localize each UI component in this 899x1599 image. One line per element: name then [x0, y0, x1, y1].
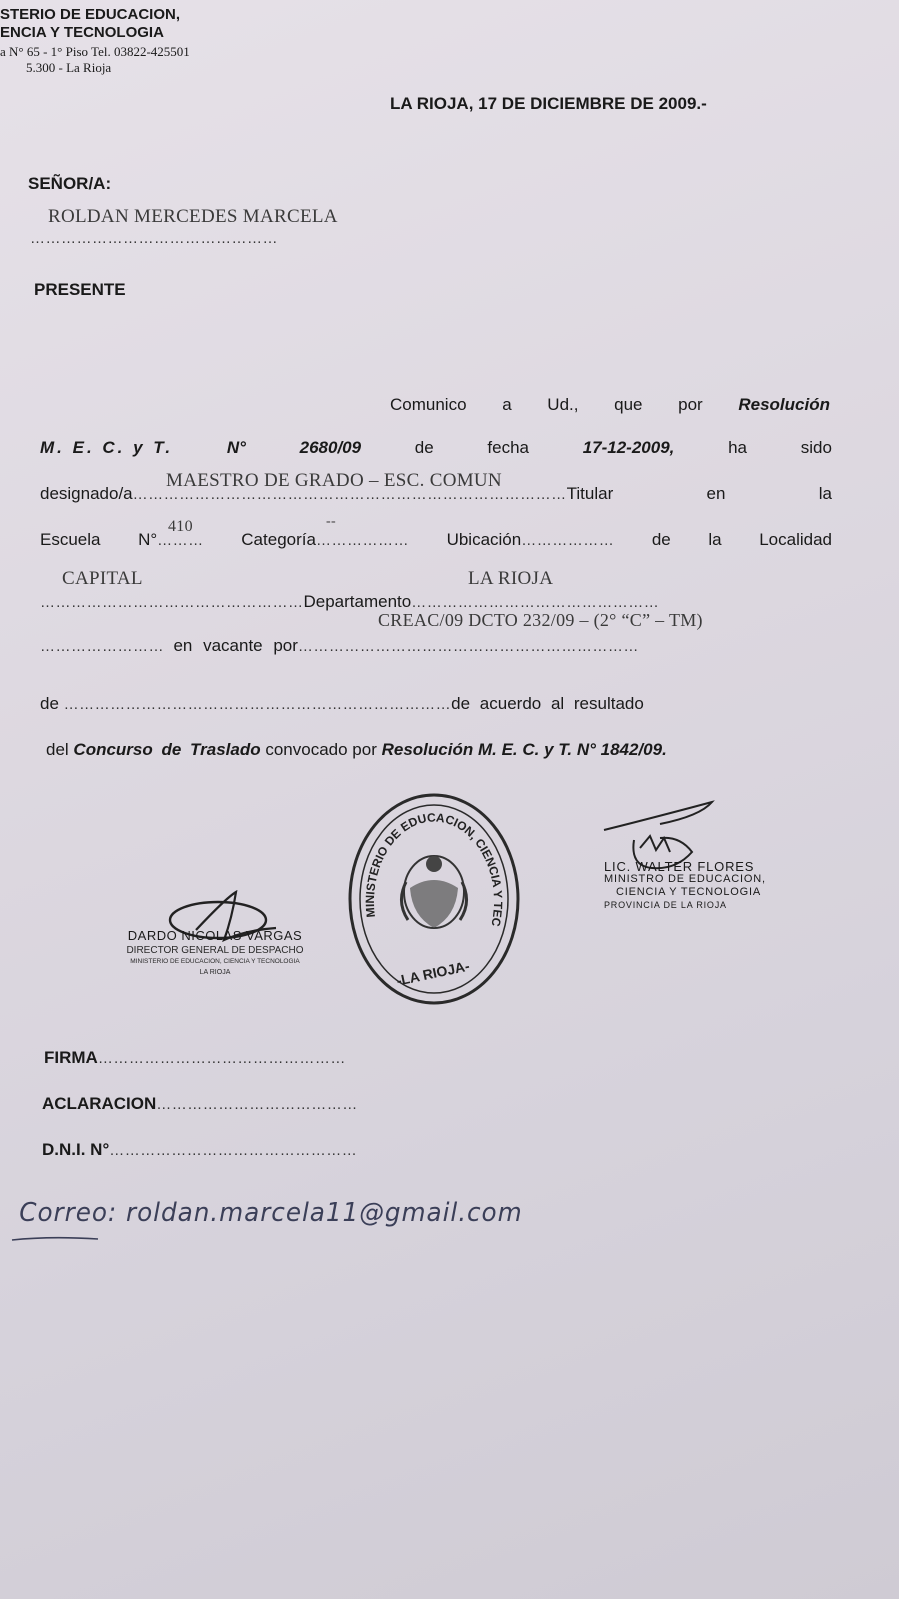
field-aclaracion-label: ACLARACION: [42, 1094, 157, 1113]
word-ha: ha: [728, 438, 748, 457]
right-signer-title3: PROVINCIA DE LA RIOJA: [604, 900, 727, 910]
letterhead-city: 5.300 - La Rioja: [26, 60, 112, 75]
letterhead-line1: STERIO DE EDUCACION,: [0, 6, 181, 23]
recipient-label: SEÑOR/A:: [28, 174, 112, 193]
mect: M. E. C. y T.: [40, 438, 174, 457]
field-dni-label: D.N.I. N°: [42, 1140, 110, 1159]
field-dni: D.N.I. N°…………………………………………: [42, 1140, 358, 1159]
word-a: a: [502, 395, 512, 414]
left-signer-title: DIRECTOR GENERAL DE DESPACHO: [126, 945, 304, 956]
word-de-acuerdo: de acuerdo al resultado: [451, 694, 644, 713]
letterhead-line2: ENCIA Y TECNOLOGIA: [0, 24, 164, 41]
word-en-vacante-por: en vacante por: [173, 636, 298, 655]
body-line-4: Escuela N°……… Categoría……………… Ubicación……………… de la Localidad: [40, 530, 832, 549]
word-convocado: convocado por: [265, 740, 377, 759]
cargo-value: MAESTRO DE GRADO – ESC. COMUN: [166, 470, 502, 491]
field-aclaracion: ACLARACION…………………………………: [42, 1094, 358, 1113]
resolution-number: 2680/09: [299, 438, 362, 457]
word-en: en: [706, 484, 726, 503]
recipient-name: ROLDAN MERCEDES MARCELA: [48, 206, 338, 227]
signature-block-left: [110, 928, 320, 978]
letterhead-address: a N° 65 - 1° Piso Tel. 03822-425501: [0, 44, 190, 59]
date-line: LA RIOJA, 17 DE DICIEMBRE DE 2009.-: [390, 94, 707, 113]
word-que: que: [614, 395, 643, 414]
word-departamento: Departamento: [303, 592, 412, 611]
department-value: LA RIOJA: [468, 568, 554, 589]
locality-value: CAPITAL: [62, 568, 143, 589]
word-del: del: [46, 740, 69, 759]
word-titular: Titular: [566, 484, 614, 503]
left-signer-org: MINISTERIO DE EDUCACION, CIENCIA Y TECNOLOGIA: [130, 958, 300, 965]
recipient-dotline: …………………………………………: [30, 230, 278, 247]
right-signer-title1: MINISTRO DE EDUCACION,: [604, 873, 766, 885]
left-signer-place: LA RIOJA: [199, 969, 231, 976]
school-number-value: 410: [168, 518, 193, 535]
official-seal: [346, 792, 522, 1006]
presente: PRESENTE: [34, 280, 126, 299]
seal-bottom-text: -LA RIOJA-: [395, 957, 471, 989]
word-la-2: la: [708, 530, 722, 549]
category-value: --: [326, 514, 336, 529]
seal-graphic: [346, 792, 522, 1006]
body-line-6: …………………… en vacante por …………………………………………………………: [40, 636, 639, 655]
handwritten-underline: [10, 1234, 100, 1244]
num-label: N°: [226, 438, 246, 457]
word-escuela: Escuela: [40, 530, 101, 549]
body-line-8: [46, 740, 667, 760]
field-firma: FIRMA…………………………………………: [44, 1048, 346, 1067]
body-line-1: [390, 395, 830, 415]
word-ubicacion: Ubicación: [446, 530, 522, 549]
letterhead: [0, 6, 190, 76]
signature-block-right: [604, 860, 766, 912]
word-sido: sido: [800, 438, 832, 457]
handwritten-email-note: Correo: roldan.marcela11@gmail.com: [19, 1198, 523, 1228]
word-de-3: de: [40, 694, 59, 713]
word-la: la: [818, 484, 832, 503]
word-designado: designado/a: [40, 484, 133, 503]
word-por: por: [678, 395, 703, 414]
field-firma-label: FIRMA: [44, 1048, 98, 1067]
body-line-3: designado/a…………………………………………………………………………Titular en la: [40, 484, 832, 503]
body-line-7: de ………………………………………………………………… de acuerdo al resultado: [40, 694, 644, 713]
right-signer-name: LIC. WALTER FLORES: [604, 859, 755, 874]
word-localidad: Localidad: [759, 530, 832, 549]
seal-ring-text: MINISTERIO DE EDUCACION, CIENCIA Y TEC: [362, 810, 506, 928]
concurso-traslado: Concurso de Traslado: [73, 740, 261, 759]
word-de-2: de: [651, 530, 671, 549]
word-ud: Ud.,: [547, 395, 579, 414]
body-line-5: …………………………………………… Departamento …………………………………………: [40, 592, 660, 611]
word-resolucion: Resolución: [738, 395, 830, 414]
resolution-2: Resolución M. E. C. y T. N° 1842/09.: [381, 740, 667, 759]
word-de: de: [414, 438, 434, 457]
word-fecha: fecha: [487, 438, 529, 457]
right-signer-title2: CIENCIA Y TECNOLOGIA: [616, 886, 761, 898]
resolution-date: 17-12-2009,: [582, 438, 675, 457]
vacancy-value: CREAC/09 DCTO 232/09 – (2° “C” – TM): [378, 610, 703, 630]
left-signer-name: DARDO NICOLAS VARGAS: [127, 928, 303, 943]
body-line-2: [40, 438, 832, 458]
word-comunico: Comunico: [390, 395, 467, 414]
word-escuela-n: N°: [138, 530, 158, 549]
word-categoria: Categoría: [241, 530, 316, 549]
